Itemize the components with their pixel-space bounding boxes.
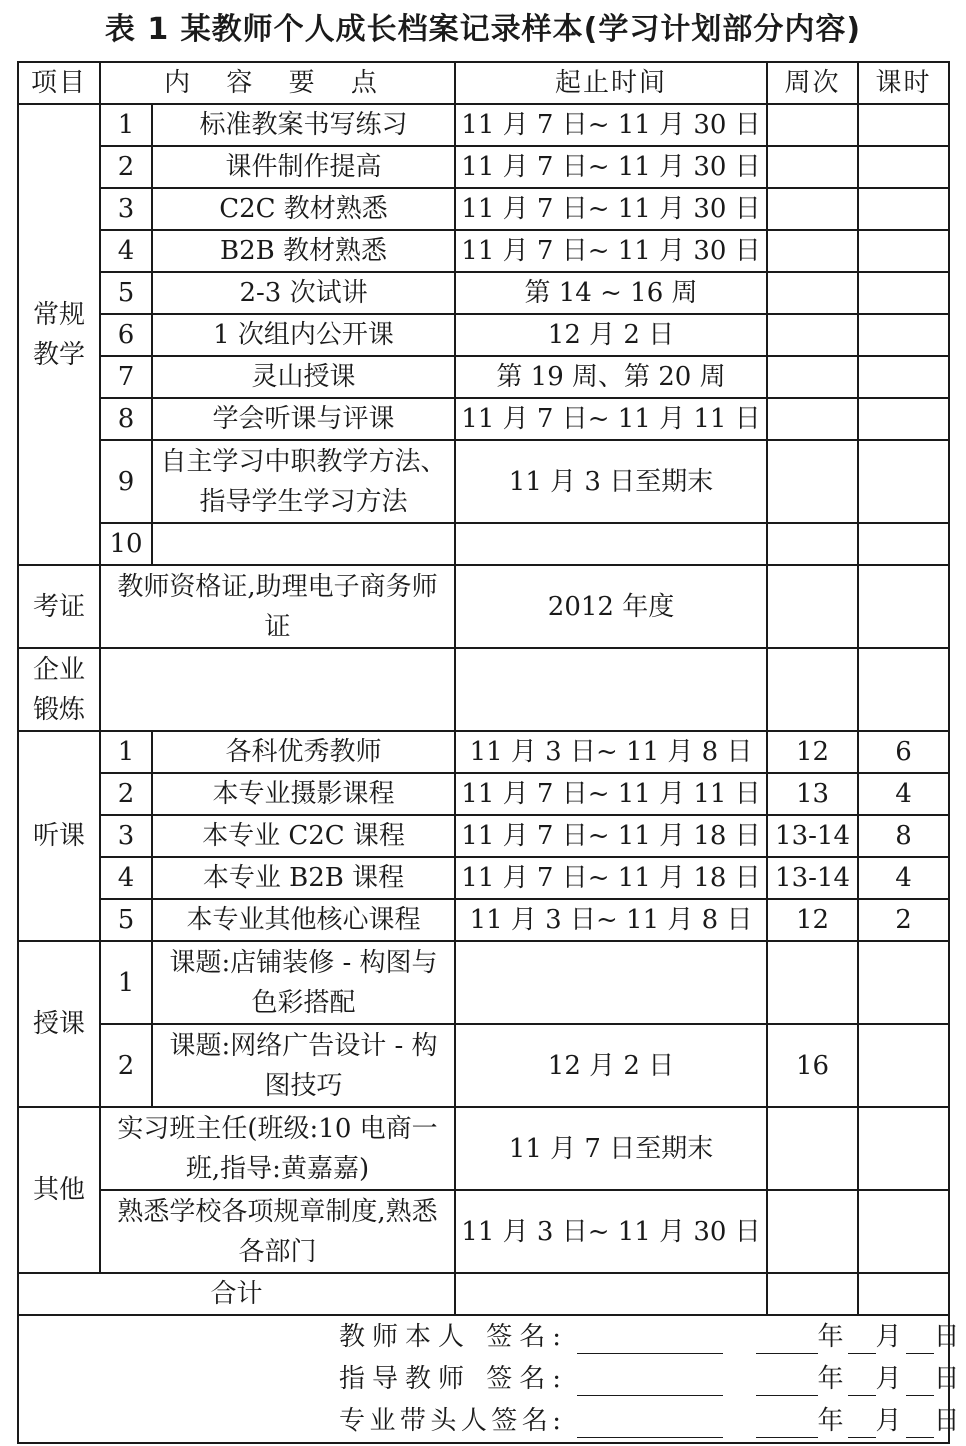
row-week: 16 <box>767 1024 858 1107</box>
signature-mentor: 指导教师 签名: 年 月 日 <box>339 1364 960 1394</box>
header-content: 内 容 要 点 <box>100 62 455 104</box>
category-cert: 考证 <box>18 565 100 648</box>
row-week <box>767 1190 858 1273</box>
row-content: 灵山授课 <box>152 356 455 398</box>
row-time: 11 月 7 日~ 11 月 30 日 <box>455 230 767 272</box>
row-time <box>455 523 767 565</box>
row-time: 12 月 2 日 <box>455 314 767 356</box>
header-row <box>18 62 949 104</box>
row-number: 9 <box>100 440 152 523</box>
row-number: 3 <box>100 188 152 230</box>
row-hours <box>858 272 949 314</box>
category-enterprise: 企业锻炼 <box>18 648 100 731</box>
row-hours <box>858 1107 949 1190</box>
year-blank[interactable] <box>756 1407 818 1438</box>
day-blank[interactable] <box>906 1407 934 1438</box>
row-number: 6 <box>100 314 152 356</box>
row-time: 11 月 3 日至期末 <box>455 440 767 523</box>
row-time: 11 月 7 日至期末 <box>455 1107 767 1190</box>
header-hours: 课时 <box>858 62 949 104</box>
row-number: 8 <box>100 398 152 440</box>
month-blank[interactable] <box>848 1323 876 1354</box>
row-content: 1 次组内公开课 <box>152 314 455 356</box>
row-hours: 2 <box>858 899 949 941</box>
row-hours <box>858 188 949 230</box>
row-hours <box>858 314 949 356</box>
row-week <box>767 356 858 398</box>
row-content: 自主学习中职教学方法、指导学生学习方法 <box>152 440 455 523</box>
row-hours: 8 <box>858 815 949 857</box>
table-row <box>18 565 949 648</box>
row-content: C2C 教材熟悉 <box>152 188 455 230</box>
table-row <box>18 941 949 1024</box>
row-number: 10 <box>100 523 152 565</box>
category-other: 其他 <box>18 1107 100 1273</box>
row-week <box>767 648 858 731</box>
row-content: 课题:网络广告设计 - 构图技巧 <box>152 1024 455 1107</box>
row-time <box>455 941 767 1024</box>
row-week <box>767 941 858 1024</box>
row-week <box>767 523 858 565</box>
table-row <box>18 899 949 941</box>
table-row <box>18 104 949 146</box>
row-time: 11 月 3 日~ 11 月 8 日 <box>455 731 767 773</box>
row-week <box>767 104 858 146</box>
row-content: 课件制作提高 <box>152 146 455 188</box>
signature-blank[interactable] <box>577 1365 723 1396</box>
total-row <box>18 1273 949 1315</box>
row-hours <box>858 941 949 1024</box>
signature-blank[interactable] <box>577 1323 723 1354</box>
row-hours: 4 <box>858 857 949 899</box>
row-number: 2 <box>100 1024 152 1107</box>
row-time: 11 月 7 日~ 11 月 11 日 <box>455 773 767 815</box>
signature-row <box>18 1315 949 1443</box>
table-row <box>18 1190 949 1273</box>
row-week: 12 <box>767 899 858 941</box>
row-time: 11 月 7 日~ 11 月 30 日 <box>455 146 767 188</box>
row-time <box>455 648 767 731</box>
total-hours <box>858 1273 949 1315</box>
row-number: 3 <box>100 815 152 857</box>
row-hours <box>858 1190 949 1273</box>
table-row <box>18 440 949 523</box>
row-number: 1 <box>100 941 152 1024</box>
row-week: 13-14 <box>767 857 858 899</box>
table-row <box>18 731 949 773</box>
growth-record-table <box>17 61 960 1444</box>
table-row <box>18 398 949 440</box>
signature-block <box>18 1315 960 1443</box>
row-content: 本专业其他核心课程 <box>152 899 455 941</box>
table-row <box>18 188 949 230</box>
row-content: 本专业 C2C 课程 <box>152 815 455 857</box>
row-hours: 6 <box>858 731 949 773</box>
row-content <box>152 523 455 565</box>
table-row <box>18 773 949 815</box>
row-number: 4 <box>100 230 152 272</box>
year-blank[interactable] <box>756 1365 818 1396</box>
row-content: 各科优秀教师 <box>152 731 455 773</box>
table-row <box>18 146 949 188</box>
row-week <box>767 398 858 440</box>
row-week <box>767 146 858 188</box>
month-blank[interactable] <box>848 1407 876 1438</box>
row-week <box>767 314 858 356</box>
table-row <box>18 648 949 731</box>
row-content: 本专业 B2B 课程 <box>152 857 455 899</box>
row-time: 11 月 3 日~ 11 月 8 日 <box>455 899 767 941</box>
row-time: 11 月 7 日~ 11 月 30 日 <box>455 104 767 146</box>
row-time: 11 月 7 日~ 11 月 18 日 <box>455 857 767 899</box>
row-time: 11 月 3 日~ 11 月 30 日 <box>455 1190 767 1273</box>
table-row <box>18 1107 949 1190</box>
row-number: 4 <box>100 857 152 899</box>
row-content: 2-3 次试讲 <box>152 272 455 314</box>
row-hours <box>858 523 949 565</box>
row-number: 5 <box>100 899 152 941</box>
row-number: 2 <box>100 146 152 188</box>
row-content: 熟悉学校各项规章制度,熟悉各部门 <box>100 1190 455 1273</box>
row-week: 12 <box>767 731 858 773</box>
day-blank[interactable] <box>906 1365 934 1396</box>
row-time: 11 月 7 日~ 11 月 18 日 <box>455 815 767 857</box>
table-row <box>18 523 949 565</box>
row-week <box>767 188 858 230</box>
table-row <box>18 1024 949 1107</box>
row-content: 教师资格证,助理电子商务师证 <box>100 565 455 648</box>
row-time: 第 14 ~ 16 周 <box>455 272 767 314</box>
table-row <box>18 230 949 272</box>
row-number: 5 <box>100 272 152 314</box>
row-hours <box>858 230 949 272</box>
row-week: 13 <box>767 773 858 815</box>
day-blank[interactable] <box>906 1323 934 1354</box>
month-blank[interactable] <box>848 1365 876 1396</box>
header-item: 项目 <box>18 62 100 104</box>
total-time <box>455 1273 767 1315</box>
row-content: 本专业摄影课程 <box>152 773 455 815</box>
year-blank[interactable] <box>756 1323 818 1354</box>
header-week: 周次 <box>767 62 858 104</box>
row-number: 2 <box>100 773 152 815</box>
row-week <box>767 272 858 314</box>
row-time: 12 月 2 日 <box>455 1024 767 1107</box>
row-time: 第 19 周、第 20 周 <box>455 356 767 398</box>
row-hours <box>858 565 949 648</box>
row-hours: 4 <box>858 773 949 815</box>
total-label: 合计 <box>18 1273 455 1315</box>
row-hours <box>858 146 949 188</box>
row-number: 1 <box>100 104 152 146</box>
row-content: 实习班主任(班级:10 电商一班,指导:黄嘉嘉) <box>100 1107 455 1190</box>
category-listen: 听课 <box>18 731 100 941</box>
row-week <box>767 565 858 648</box>
row-content <box>100 648 455 731</box>
row-hours <box>858 398 949 440</box>
row-number: 1 <box>100 731 152 773</box>
row-hours <box>858 356 949 398</box>
row-hours <box>858 440 949 523</box>
row-week <box>767 440 858 523</box>
row-week <box>767 1107 858 1190</box>
row-hours <box>858 1024 949 1107</box>
row-time: 11 月 7 日~ 11 月 30 日 <box>455 188 767 230</box>
category-teach: 授课 <box>18 941 100 1107</box>
row-time: 2012 年度 <box>455 565 767 648</box>
row-week: 13-14 <box>767 815 858 857</box>
row-week <box>767 230 858 272</box>
row-time: 11 月 7 日~ 11 月 11 日 <box>455 398 767 440</box>
signature-teacher: 教师本人 签名: 年 月 日 <box>339 1322 960 1352</box>
row-hours <box>858 104 949 146</box>
table-row <box>18 356 949 398</box>
header-time: 起止时间 <box>455 62 767 104</box>
signature-blank[interactable] <box>577 1407 723 1438</box>
row-number: 7 <box>100 356 152 398</box>
row-hours <box>858 648 949 731</box>
table-row <box>18 272 949 314</box>
row-content: 标准教案书写练习 <box>152 104 455 146</box>
total-week <box>767 1273 858 1315</box>
category-regular: 常规教学 <box>18 104 100 565</box>
table-row <box>18 314 949 356</box>
table-title: 表 1 某教师个人成长档案记录样本(学习计划部分内容) <box>104 12 862 47</box>
table-row <box>18 815 949 857</box>
row-content: 课题:店铺装修 - 构图与色彩搭配 <box>152 941 455 1024</box>
signature-leader: 专业带头人签名: 年 月 日 <box>339 1406 960 1436</box>
table-row <box>18 857 949 899</box>
row-content: B2B 教材熟悉 <box>152 230 455 272</box>
row-content: 学会听课与评课 <box>152 398 455 440</box>
